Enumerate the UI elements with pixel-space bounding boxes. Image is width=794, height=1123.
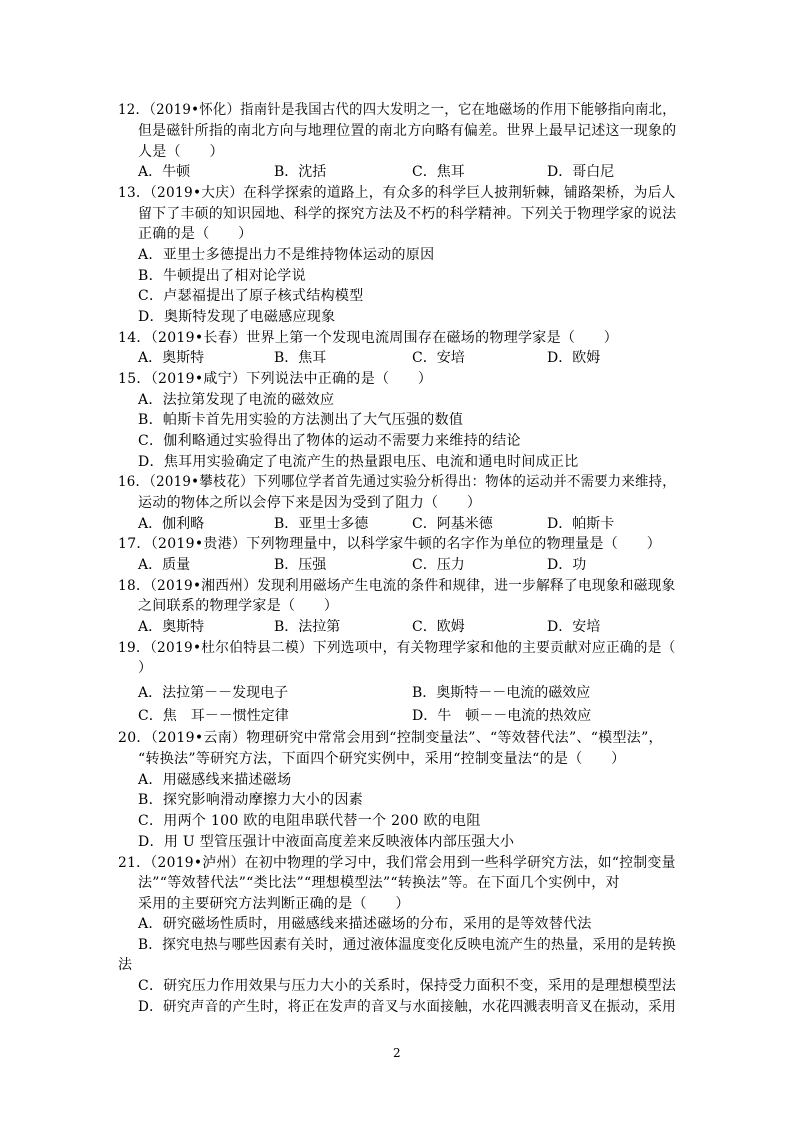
q18-stem-line2: 之间联系的物理学家是（ ） (138, 598, 339, 614)
q13-stem-line3: 正确的是（ ） (138, 226, 253, 242)
q13-stem-line1: 13．（2019•大庆）在科学探索的道路上，有众多的科学巨人披荆斩棘，铺路架桥，为后人 (118, 185, 676, 201)
q21-option-a: A．研究磁场性质时，用磁感线来描述磁场的分布，采用的是等效替代法 (138, 916, 592, 932)
q19-stem-line2: ） (138, 660, 153, 676)
q15-option-d: D．焦耳用实验确定了电流产生的热量跟电压、电流和通电时间成正比 (138, 454, 579, 470)
q21-stem-line3: 采用的主要研究方法判断正确的是（ ） (138, 896, 410, 912)
q17-stem-line1: 17．（2019•贵港）下列物理量中，以科学家牛顿的名字作为单位的物理量是（ ） (118, 536, 661, 552)
q18-stem-line1: 18．（2019•湘西州）发现利用磁场产生电流的条件和规律，进一步解释了电现象和磁现象 (118, 578, 676, 594)
q14-stem-line1: 14．（2019•长春）世界上第一个发现电流周围存在磁场的物理学家是（ ） (118, 330, 619, 346)
q20-option-d: D．用 U 型管压强计中液面高度差来反映液体内部压强大小 (138, 834, 515, 850)
q12-option-c: C．焦耳 (412, 164, 465, 180)
q18-option-a: A．奥斯特 (138, 619, 205, 635)
q16-option-b: B．亚里士多德 (274, 516, 369, 532)
q15-stem-line1: 15．（2019•咸宁）下列说法中正确的是（ ） (118, 371, 433, 387)
q15-option-a: A．法拉第发现了电流的磁效应 (138, 392, 335, 408)
q21-option-c: C．研究压力作用效果与压力大小的关系时，保持受力面积不变，采用的是理想模型法 (138, 978, 677, 994)
q18-option-d: D．安培 (547, 619, 601, 635)
q20-stem-line1: 20．（2019•云南）物理研究中常常会用到“控制变量法”、“等效替代法”、“模型法”， (118, 730, 663, 746)
q14-option-a: A．奥斯特 (138, 350, 205, 366)
q14-option-c: C．安培 (412, 350, 465, 366)
q13-option-c: C．卢瑟福提出了原子核式结构模型 (138, 288, 364, 304)
q15-option-c: C．伽利略通过实验得出了物体的运动不需要力来维持的结论 (138, 433, 521, 449)
q17-option-b: B．压强 (274, 557, 327, 573)
q12-option-b: B．沈括 (274, 164, 327, 180)
q14-option-d: D．欧姆 (547, 350, 601, 366)
q20-option-b: B．探究影响滑动摩擦力大小的因素 (138, 792, 364, 808)
q19-option-a: A．法拉第－－发现电子 (138, 685, 289, 701)
q18-option-c: C．欧姆 (412, 619, 465, 635)
q17-option-c: C．压力 (412, 557, 465, 573)
q19-option-c: C．焦 耳－－惯性定律 (138, 708, 289, 724)
q21-option-d: D．研究声音的产生时，将正在发声的音叉与水面接触，水花四溅表明音叉在振动，采用 (138, 999, 676, 1015)
q21-option-b-line2: 法 (118, 957, 133, 973)
q19-stem-line1: 19．（2019•杜尔伯特县二模）下列选项中，有关物理学家和他的主要贡献对应正确的是（ (118, 640, 676, 656)
q20-option-a: A．用磁感线来描述磁场 (138, 772, 292, 788)
q13-stem-line2: 留下了丰硕的知识园地、科学的探究方法及不朽的科学精神。下列关于物理学家的说法 (138, 206, 677, 222)
q21-option-b-line1: B．探究电热与哪些因素有关时，通过液体温度变化反映电流产生的热量，采用的是转换 (138, 937, 676, 953)
q16-option-a: A．伽利略 (138, 516, 205, 532)
q13-option-b: B．牛顿提出了相对论学说 (138, 268, 306, 284)
q14-option-b: B．焦耳 (274, 350, 327, 366)
q17-option-d: D．功 (547, 557, 587, 573)
q16-stem-line1: 16．（2019•攀枝花）下列哪位学者首先通过实验分析得出：物体的运动并不需要力来维持， (118, 474, 676, 490)
q12-stem-line3: 人是（ ） (138, 144, 224, 160)
q12-option-d: D．哥白尼 (547, 164, 615, 180)
q12-option-a: A．牛顿 (138, 164, 191, 180)
q17-option-a: A．质量 (138, 557, 191, 573)
q21-stem-line2: 法”“等效替代法”“类比法”“理想模型法”“转换法”等。在下面几个实例中，对 (138, 875, 620, 891)
q13-option-d: D．奥斯特发现了电磁感应现象 (138, 309, 336, 325)
q19-option-d: D．牛 顿－－电流的热效应 (412, 708, 592, 724)
q12-stem-line1: 12．（2019•怀化）指南针是我国古代的四大发明之一，它在地磁场的作用下能够指向南北， (118, 102, 676, 118)
q20-option-c: C．用两个 100 欧的电阻串联代替一个 200 欧的电阻 (138, 813, 481, 829)
q20-stem-line2: “转换法”等研究方法，下面四个研究实例中，采用“控制变量法“的是（ ） (138, 751, 626, 767)
q12-stem-line2: 但是磁针所指的南北方向与地理位置的南北方向略有偏差。世界上最早记述这一现象的 (138, 123, 677, 139)
q21-stem-line1: 21．（2019•泸州）在初中物理的学习中，我们常会用到一些科学研究方法，如“控制变量 (118, 855, 676, 871)
q16-stem-line2: 运动的物体之所以会停下来是因为受到了阻力（ ） (138, 495, 482, 511)
q16-option-d: D．帕斯卡 (547, 516, 615, 532)
q16-option-c: C．阿基米德 (412, 516, 493, 532)
page-number: 2 (393, 1046, 401, 1060)
q19-option-b: B．奥斯特－－电流的磁效应 (412, 685, 591, 701)
q18-option-b: B．法拉第 (274, 619, 341, 635)
q15-option-b: B．帕斯卡首先用实验的方法测出了大气压强的数值 (138, 412, 464, 428)
q13-option-a: A．亚里士多德提出力不是维持物体运动的原因 (138, 247, 435, 263)
